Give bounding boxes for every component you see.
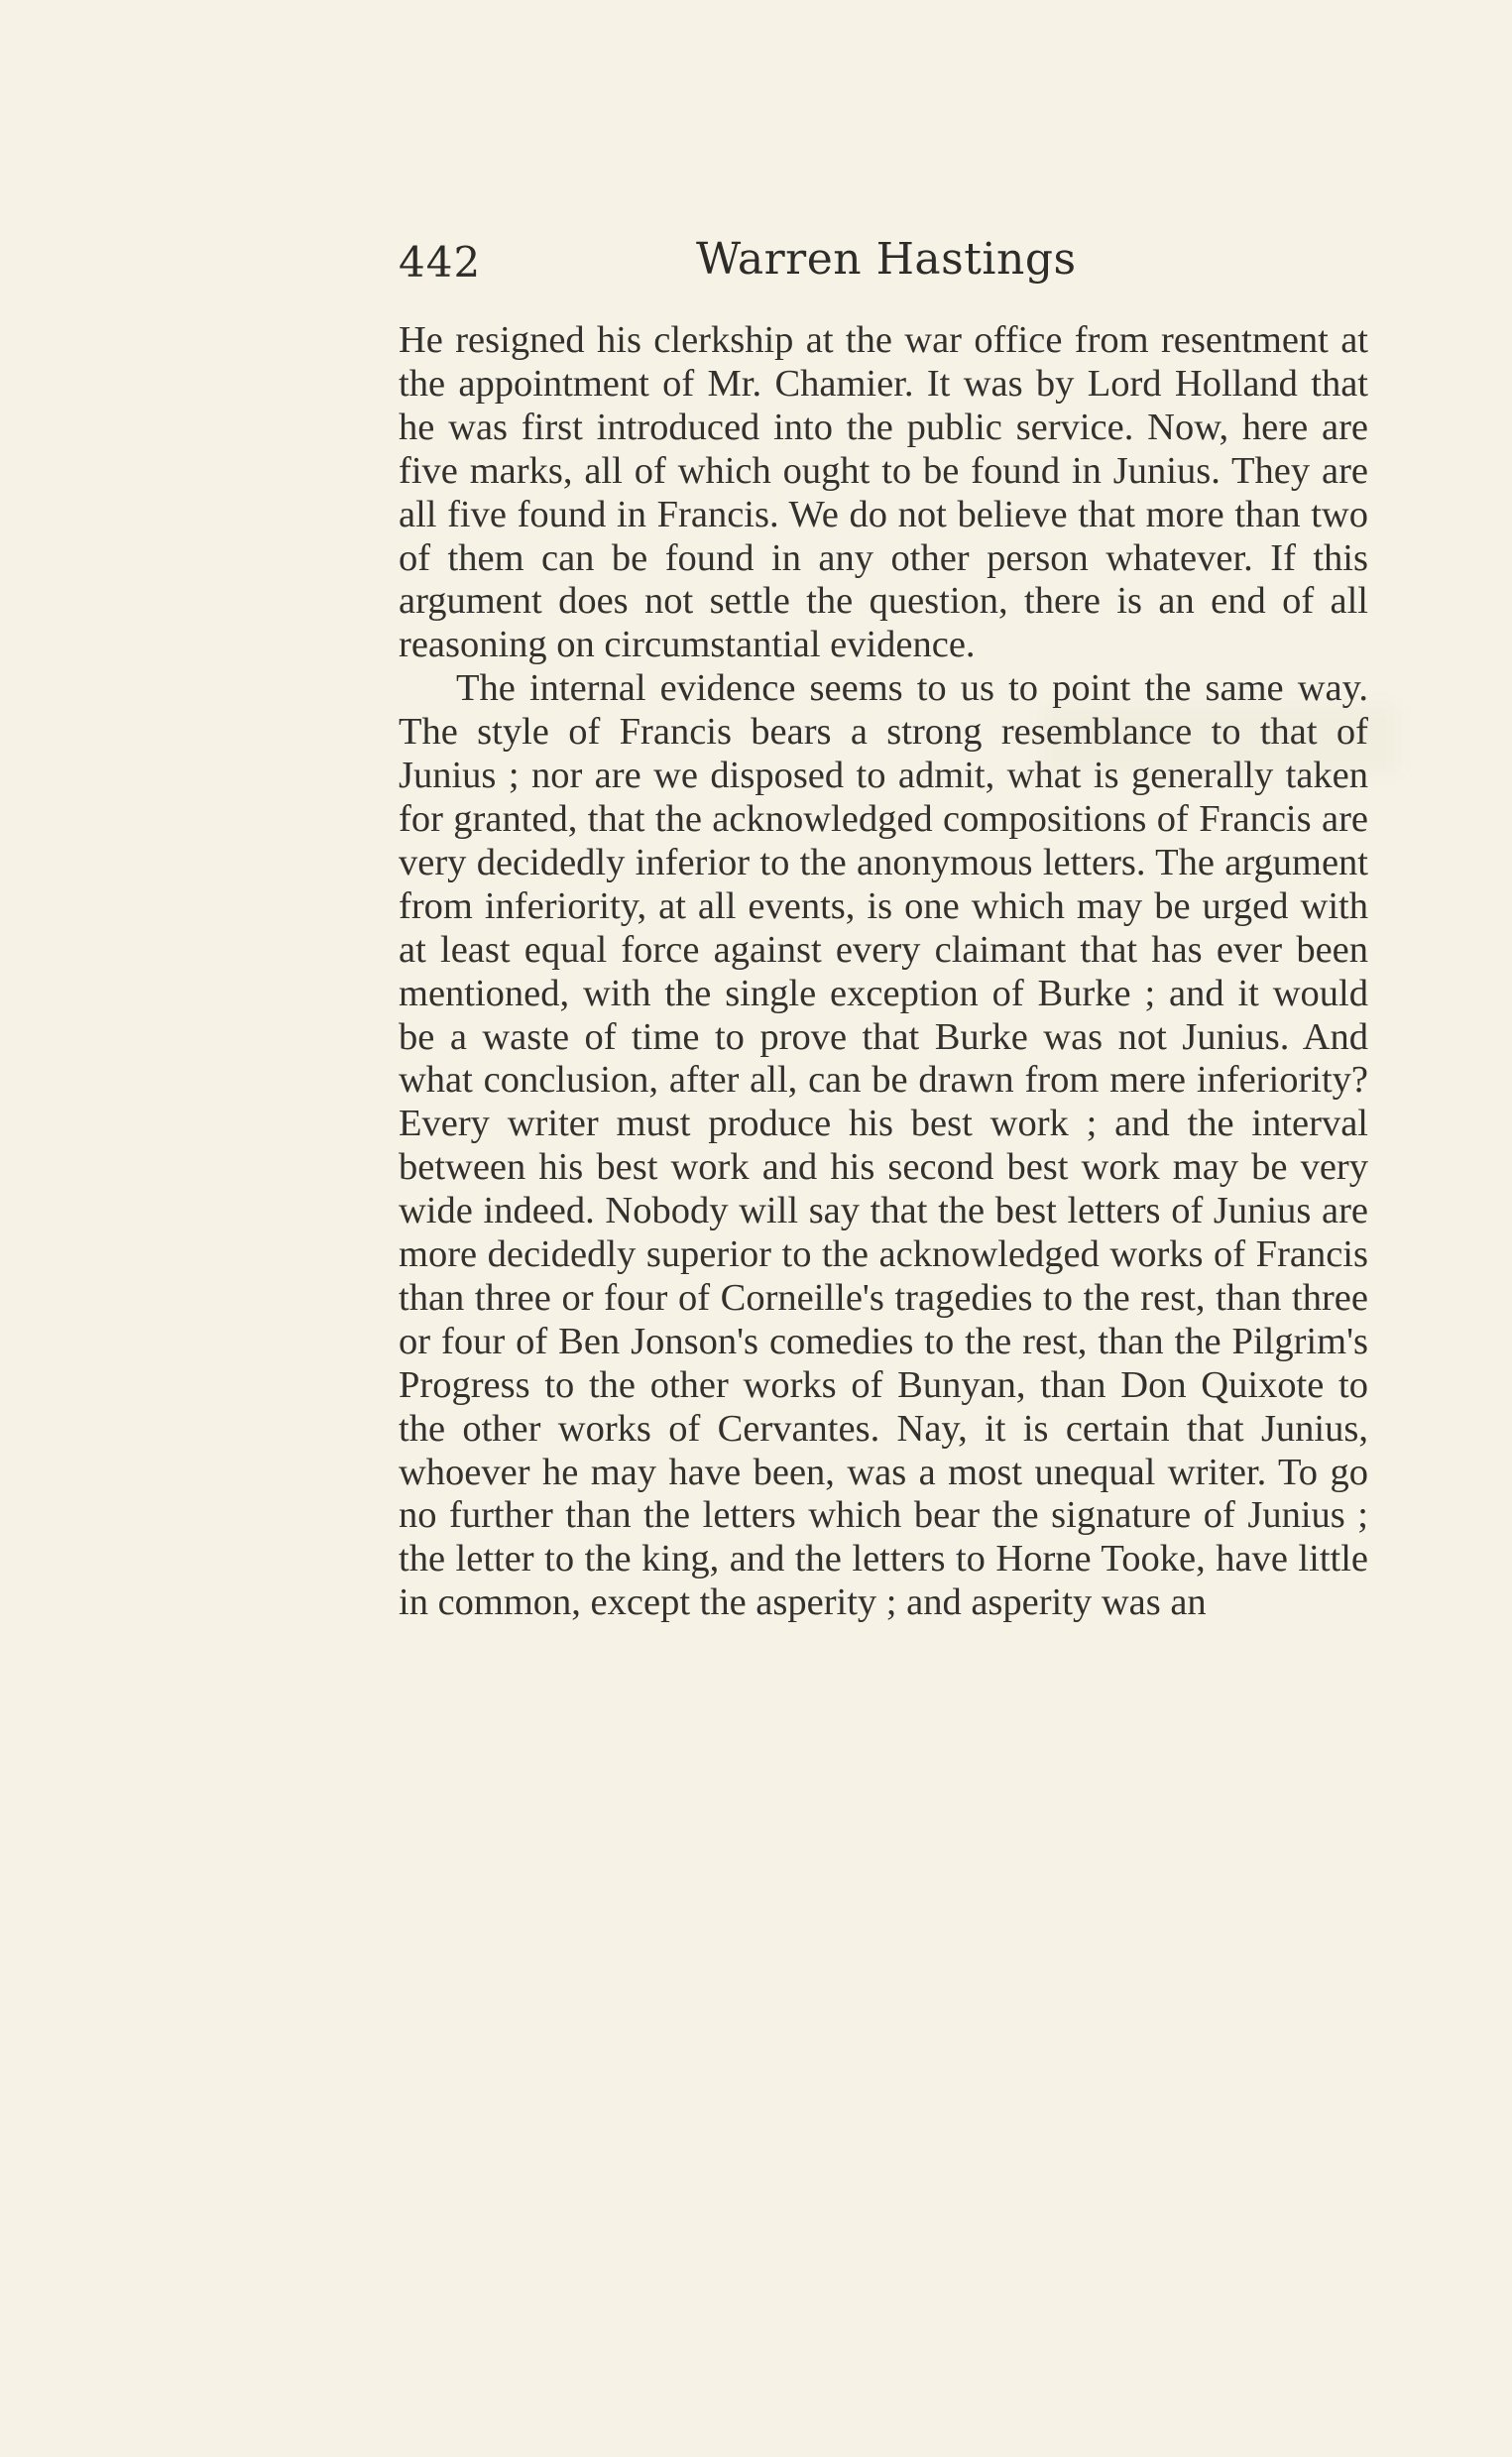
- running-title: Warren Hastings: [696, 234, 1077, 285]
- paragraph-2: The internal evidence seems to us to point the same way. The style of Francis bears a strong resemblance to that of Junius ; nor are we disposed to admit, what is generally taken for granted, that the acknowledged compositions of Francis are very decidedly inferior to the anonymous letters. The argument from inferiority, at all events, is one which may be urged with at least equal force against every claimant that has ever been mentioned, with the single exception of Burke ; and it would be a waste of time to prove that Burke was not Junius. And what conclusion, after all, can be drawn from mere inferiority? Every writer must produce his best work ; and the interval between his best work and his second best work may be very wide indeed. Nobody will say that the best letters of Junius are more decidedly superior to the acknowledged works of Francis than three or four of Corneille's tragedies to the rest, than three or four of Ben Jonson's comedies to the rest, than the Pilgrim's Progress to the other works of Bunyan, than Don Quixote to the other works of Cervantes. Nay, it is certain that Junius, whoever he may have been, was a most unequal writer. To go no further than the letters which bear the signature of Junius ; the letter to the king, and the letters to Horne Tooke, have little in common, except the asperity ; and asperity was an: [399, 667, 1368, 1624]
- page-number: 442: [399, 238, 482, 287]
- page-header: [399, 226, 1390, 295]
- paragraph-1: He resigned his clerkship at the war office from resentment at the appointment of Mr. Chamier. It was by Lord Holland that he was first introduced into the public service. Now, here are five marks, all of which ought to be found in Junius. They are all five found in Francis. We do not believe that more than two of them can be found in any other person whatever. If this argument does not settle the question, there is an end of all reasoning on circumstantial evidence.: [399, 319, 1368, 666]
- body-text: [399, 319, 1368, 1625]
